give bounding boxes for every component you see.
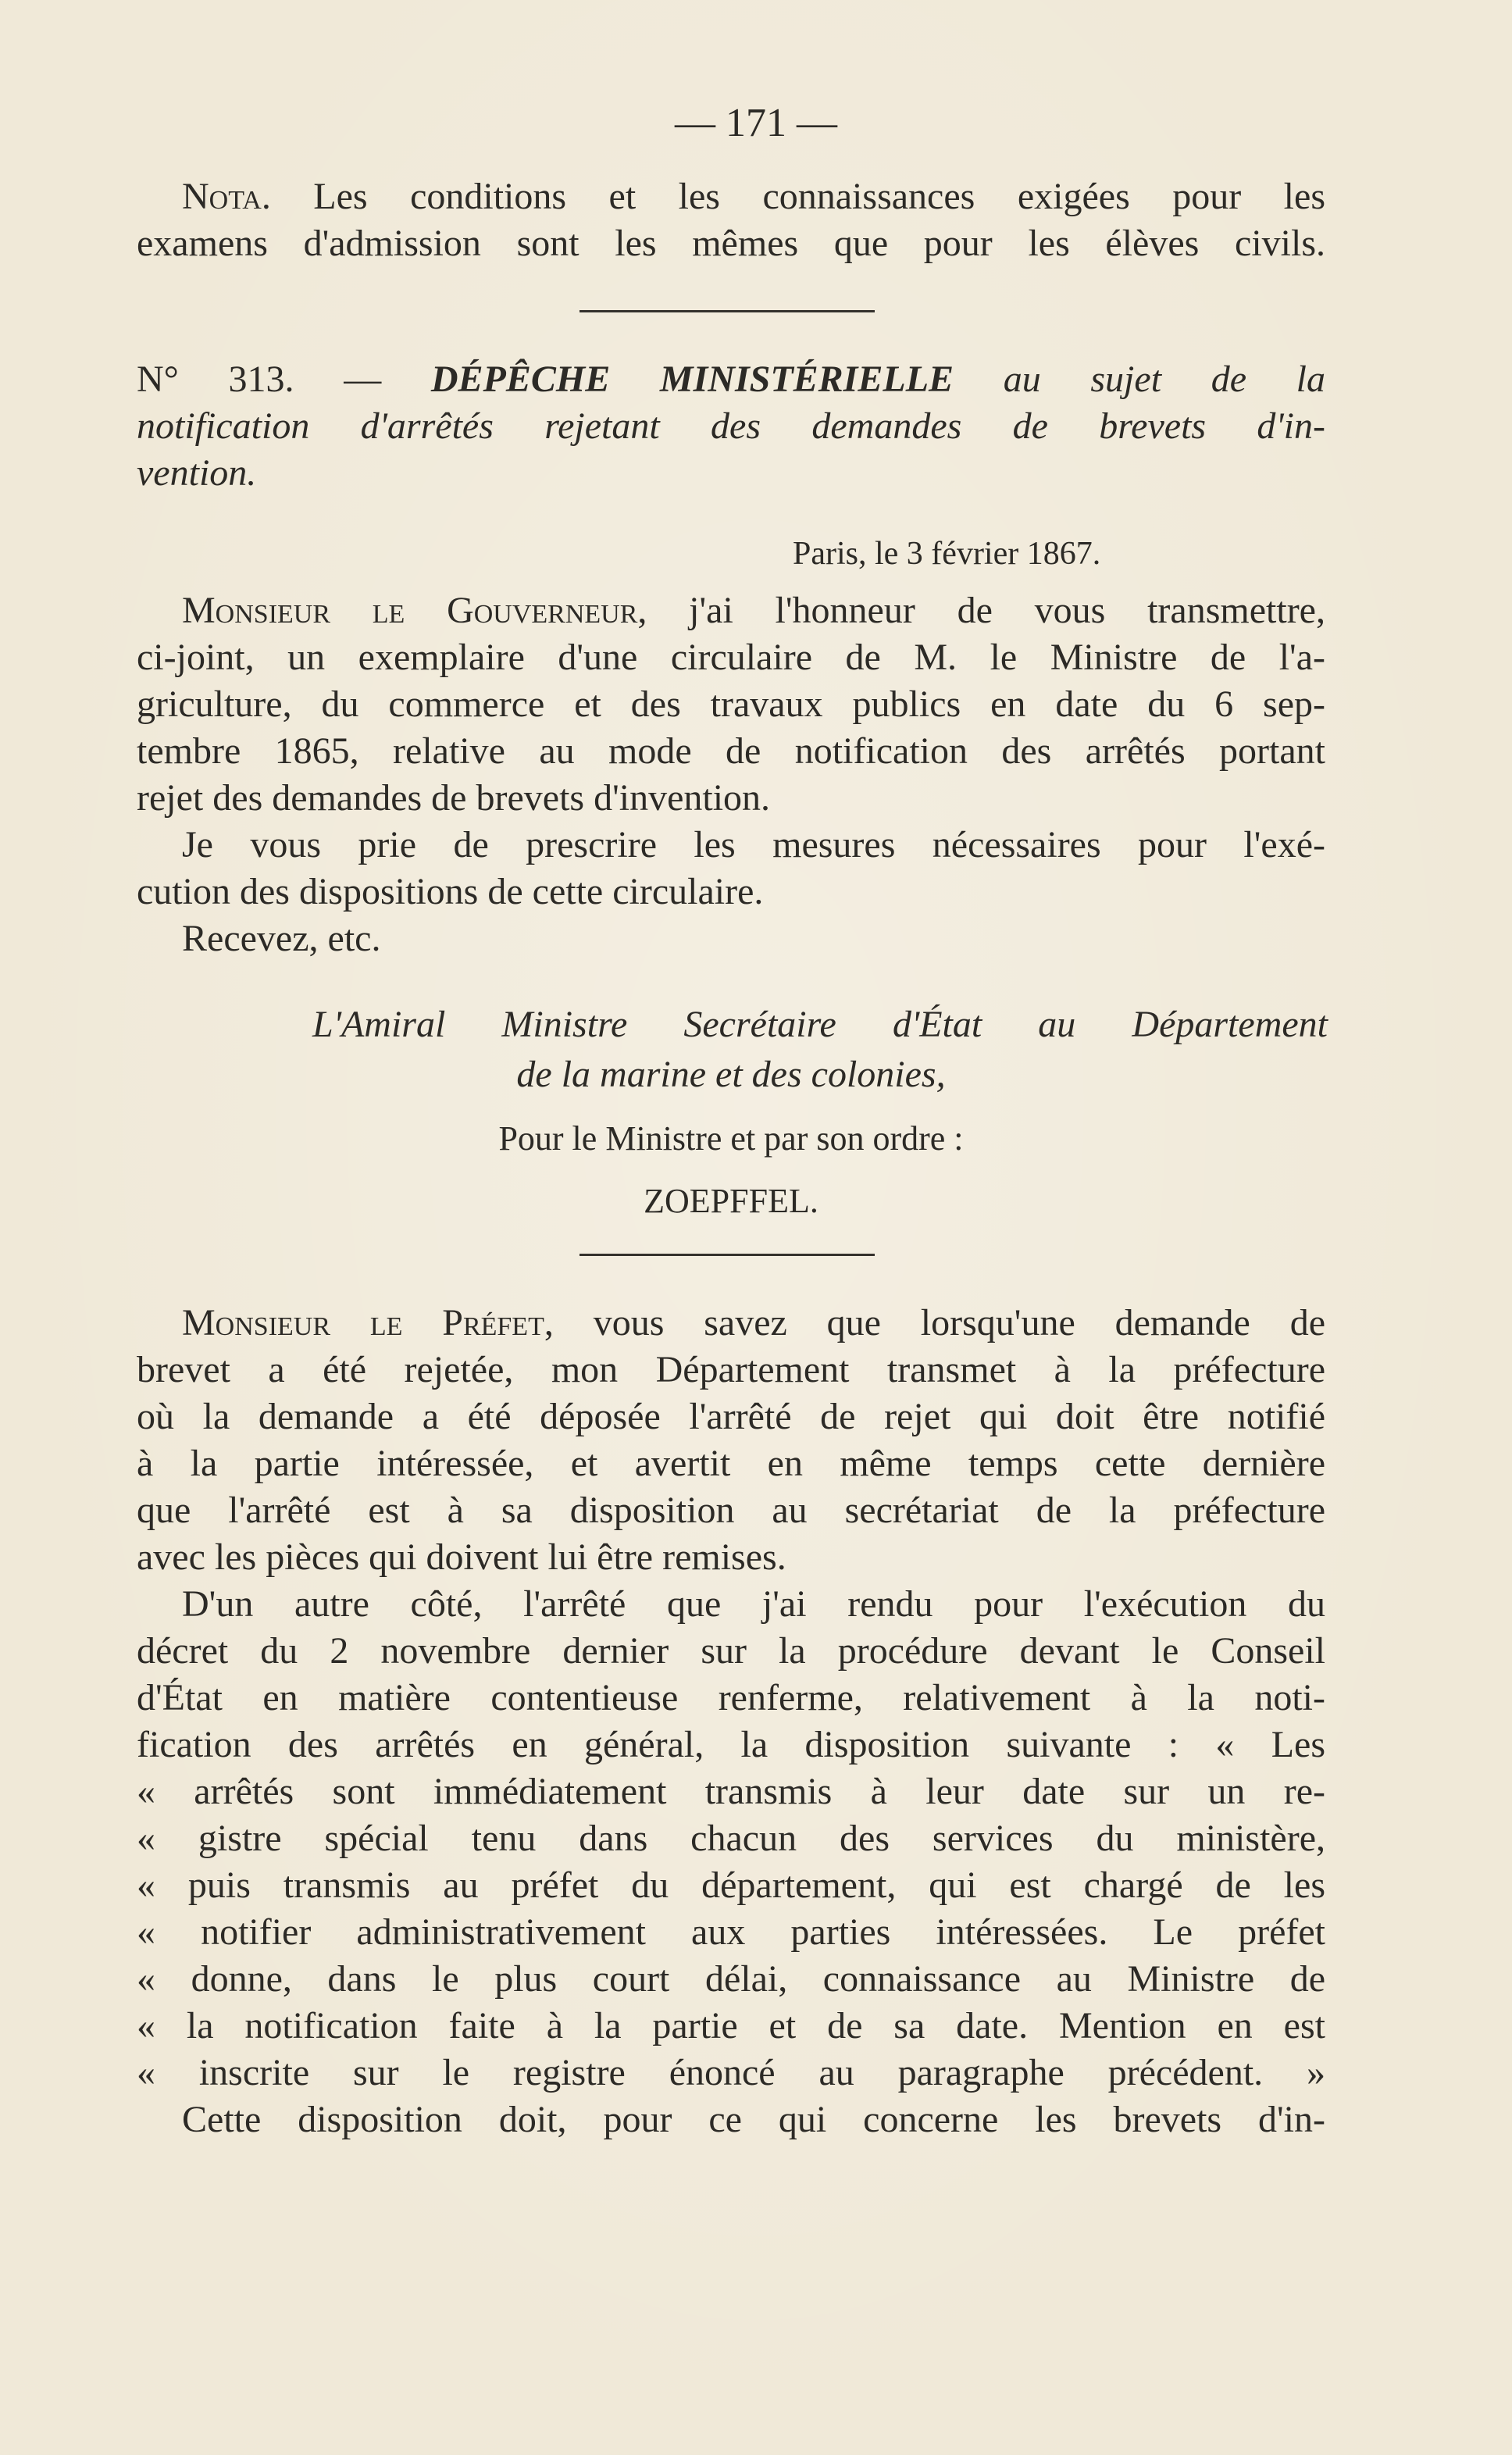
letter-salutation: Monsieur le Gouverneur, — [182, 590, 647, 631]
letter-line: ci-joint, un exemplaire d'une circulaire de M. le Ministre de l'a- — [137, 637, 1325, 678]
nota-line-1: Nota. Les conditions et les connaissances exigées pour les — [182, 176, 1325, 217]
quoted-line: « notifier administrativement aux parties intéressées. Le préfet — [137, 1911, 1325, 1953]
document-title: DÉPÊCHE MINISTÉRIELLE — [430, 359, 954, 400]
circular-body — [137, 1300, 1325, 2143]
circular-line: à la partie intéressée, et avertit en même temps cette dernière — [137, 1443, 1325, 1484]
circular-line: Cette disposition doit, pour ce qui concerne les brevets d'in- — [182, 2099, 1325, 2140]
circular-line: d'État en matière contentieuse renferme, relativement à la noti- — [137, 1677, 1325, 1718]
quoted-line: « gistre spécial tenu dans chacun des services du ministère, — [137, 1818, 1325, 1859]
letter-closing: Recevez, etc. — [182, 918, 381, 959]
letter-line: rejet des demandes de brevets d'invention. — [137, 777, 771, 819]
circular-line: avec les pièces qui doivent lui être remises. — [137, 1536, 786, 1578]
circular-line: décret du 2 novembre dernier sur la procédure devant le Conseil — [137, 1630, 1325, 1672]
section-divider — [579, 1254, 875, 1256]
page-number: — 171 — — [675, 101, 837, 145]
heading-line-2: notification d'arrêtés rejetant des demandes de brevets d'in- — [137, 405, 1325, 447]
circular-line: fication des arrêtés en général, la disposition suivante : « Les — [137, 1724, 1325, 1765]
circular-line: brevet a été rejetée, mon Département transmet à la préfecture — [137, 1349, 1325, 1390]
letter-body — [137, 587, 1325, 962]
circular-line-1: Monsieur le Préfet, vous savez que lorsqu'une demande de — [182, 1302, 1325, 1343]
signature-line-3: Pour le Ministre et par son ordre : — [498, 1119, 964, 1158]
letter-line: Je vous prie de prescrire les mesures nécessaires pour l'exé- — [182, 824, 1325, 865]
letter-line: griculture, du commerce et des travaux publics en date du 6 sep- — [137, 683, 1325, 725]
section-divider — [579, 310, 875, 312]
heading-line-3: vention. — [137, 452, 257, 494]
circular-line: que l'arrêté est à sa disposition au secrétariat de la préfecture — [137, 1490, 1325, 1531]
letter-line: cution des dispositions de cette circulaire. — [137, 871, 764, 912]
quoted-line: « puis transmis au préfet du département, qui est chargé de les — [137, 1864, 1325, 1906]
circular-line: où la demande a été déposée l'arrêté de rejet qui doit être notifié — [137, 1396, 1325, 1437]
circular-line: D'un autre côté, l'arrêté que j'ai rendu pour l'exécution du — [182, 1583, 1325, 1625]
document-number: N° 313. — — [137, 359, 431, 400]
dateline: Paris, le 3 février 1867. — [793, 536, 1101, 572]
circular-salutation: Monsieur le Préfet, — [182, 1302, 554, 1343]
document-heading — [137, 356, 1325, 497]
quoted-line: « donne, dans le plus court délai, connaissance au Ministre de — [137, 1958, 1325, 2000]
signature-line-1: L'Amiral Ministre Secrétaire d'État au Département — [312, 1004, 1328, 1045]
nota-paragraph — [137, 173, 1325, 267]
signature-name: ZOEPFFEL. — [644, 1182, 818, 1220]
heading-line-1: N° 313. — DÉPÊCHE MINISTÉRIELLE au sujet de la — [137, 359, 1326, 400]
letter-line: tembre 1865, relative au mode de notification des arrêtés portant — [137, 730, 1325, 772]
quoted-line: « inscrite sur le registre énoncé au paragraphe précédent. » — [137, 2052, 1325, 2093]
letter-line-1: Monsieur le Gouverneur, j'ai l'honneur de vous transmettre, — [182, 590, 1325, 631]
signature-line-2: de la marine et des colonies, — [516, 1054, 946, 1095]
quoted-line: « arrêtés sont immédiatement transmis à leur date sur un re- — [137, 1771, 1325, 1812]
quoted-line: « la notification faite à la partie et de sa date. Mention en est — [137, 2005, 1325, 2046]
nota-line-2: examens d'admission sont les mêmes que pour les élèves civils. — [137, 223, 1325, 264]
nota-lead: Nota. — [182, 176, 271, 217]
